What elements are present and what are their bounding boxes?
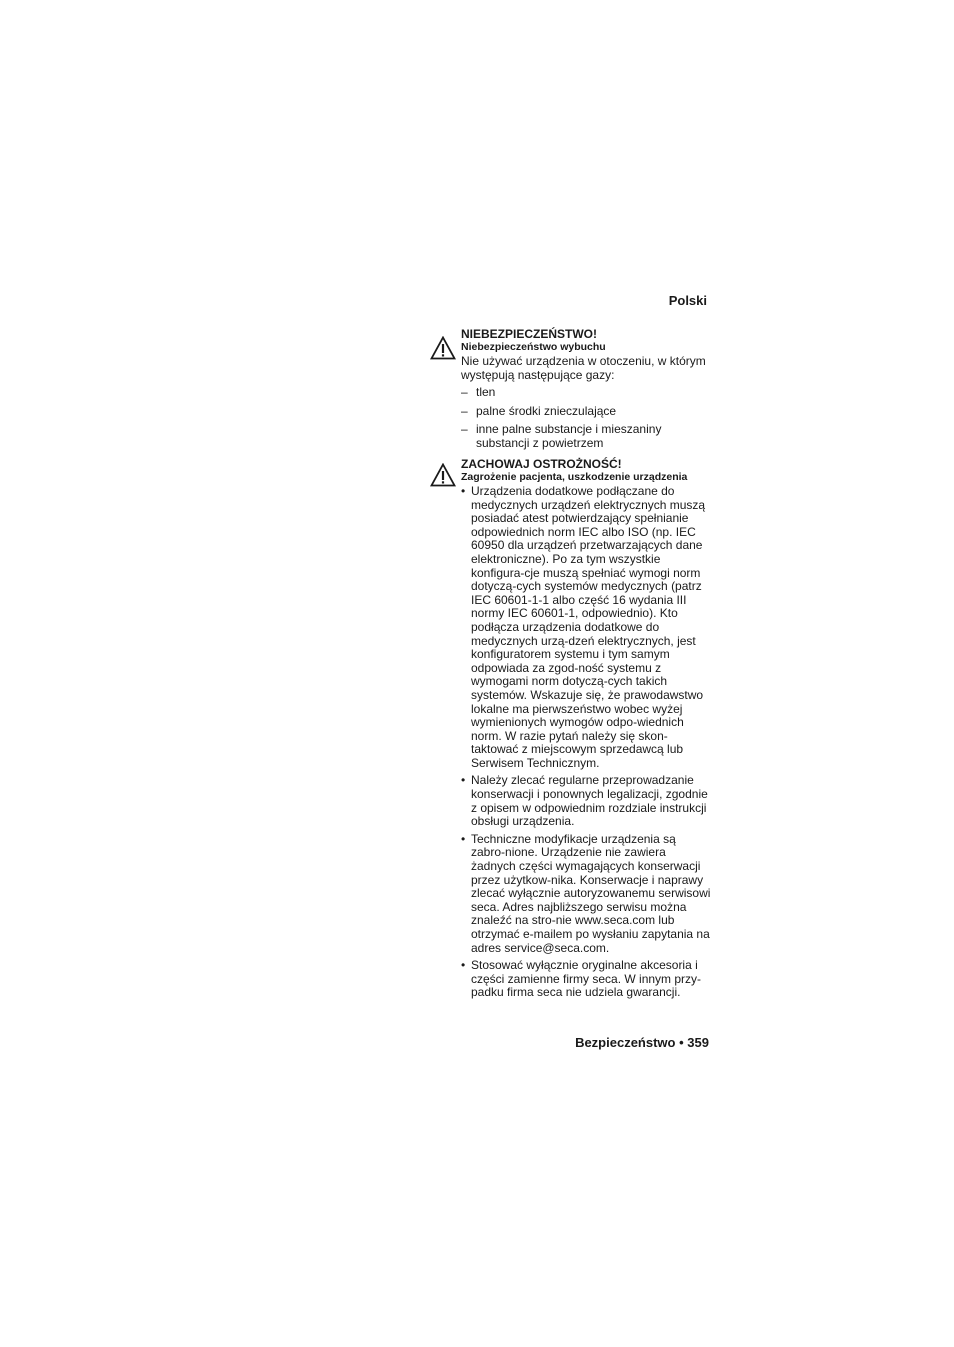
caution-triangle-icon [430, 463, 456, 487]
list-item: • Techniczne modyfikacje urządzenia są zabro-nione. Urządzenie nie zawiera żadnych części wymagających konserwacji przez użytkow-nika. Konserwacje i naprawy zlecać wyłącznie autoryzowanemu serwisowi seca. Adres najbliższego serwisu można znaleźć na stro-nie www.seca.com lub otrzymać e-mailem po wysłaniu zapytania na adres service@seca.com. [461, 831, 711, 955]
page-number: 359 [687, 1035, 709, 1050]
footer-separator: • [679, 1035, 684, 1050]
caution-list [461, 485, 711, 1000]
danger-subtitle: Niebezpieczeństwo wybuchu [461, 341, 606, 353]
list-item: – palne środki znieczulające [461, 403, 617, 418]
list-item: – inne palne substancje i mieszaniny substancji z powietrzem [461, 422, 662, 450]
page-footer [575, 1035, 709, 1050]
footer-section-title: Bezpieczeństwo [575, 1035, 676, 1050]
caution-section [461, 457, 711, 1004]
danger-intro: Nie używać urządzenia w otoczeniu, w którym występują następujące gazy: [461, 354, 706, 382]
danger-gas-list [461, 386, 711, 450]
list-item: – tlen [461, 385, 496, 400]
page-language-label: Polski [668, 293, 707, 308]
danger-section [461, 327, 711, 451]
list-item: • Należy zlecać regularne przeprowadzanie konserwacji i ponownych legalizacji, zgodnie z opisem w odpowiednim rozdziale instrukcji obsługi urządzenia. [461, 773, 708, 829]
list-item: • Stosować wyłącznie oryginalne akcesoria i części zamienne firmy seca. W innym przy-padku firma seca nie udziela gwarancji. [461, 958, 702, 1000]
danger-title: NIEBEZPIECZEŃSTWO! [461, 327, 598, 341]
warning-triangle-icon [430, 336, 456, 360]
caution-subtitle: Zagrożenie pacjenta, uszkodzenie urządzenia [461, 471, 688, 483]
list-item: • Urządzenia dodatkowe podłączane do medycznych urządzeń elektrycznych muszą posiadać atest potwierdzający spełnianie odpowiednich norm IEC albo ISO (np. IEC 60950 dla urządzeń przetwarzających dane elektroniczne). Po za tym wszystkie konfigura-cje muszą spełniać wymogi norm dotyczą-cych systemów medycznych (patrz IEC 60601-1-1 albo część 16 wydania III normy IEC 60601-1, odpowiednio). Kto podłącza urządzenia dodatkowe do medycznych urzą-dzeń elektrycznych, jest konfiguratorem systemu i tym samym odpowiada za zgod-ność systemu z wymogami norm dotyczą-cych takich systemów. Wskazuje się, że prawodawstwo lokalne ma pierwszeństwo wobec wyżej wymienionych wymogów odpo-wiednich norm. W razie pytań należy się skon-taktować z miejscowym sprzedawcą lub Serwisem Technicznym. [461, 484, 706, 770]
caution-title: ZACHOWAJ OSTROŻNOŚĆ! [461, 457, 622, 471]
